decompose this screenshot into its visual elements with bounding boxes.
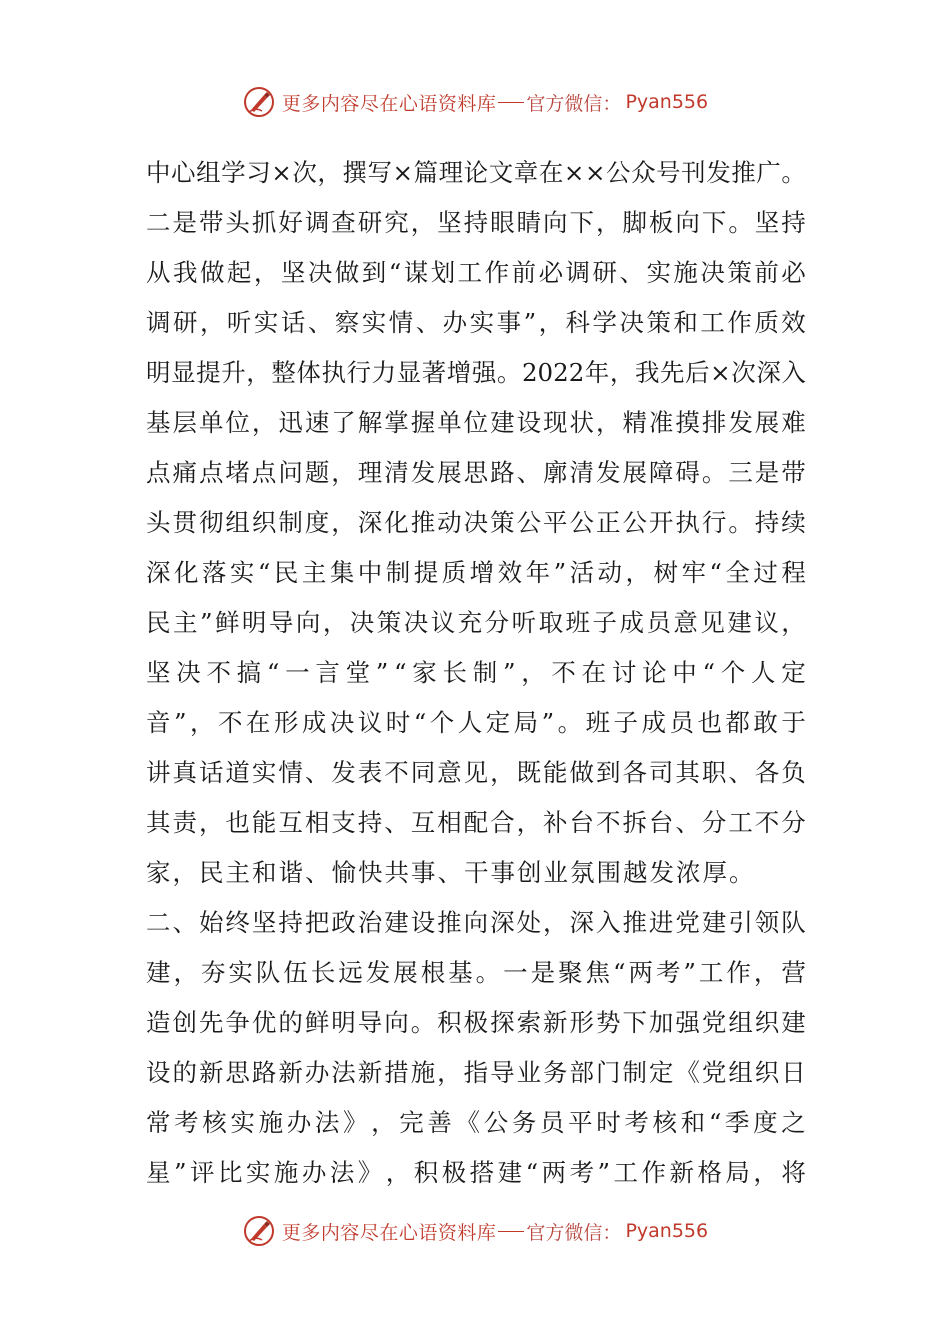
pen-logo-icon <box>242 85 276 119</box>
watermark-brand-text: 更多内容尽在心语资料库 <box>281 1221 497 1244</box>
text-line: 调 研 ， 听 实 话 、 察 实 情 、 办 实 事 ” ， 科 学 决 策 和 工 作 质 效 <box>146 308 806 337</box>
watermark-footer <box>0 1211 950 1251</box>
text-line: 讲 真 话 道 实 情 、 发 表 不 同 意 见 ， 既 能 做 到 各 司 其 职 、 各 负 <box>146 758 806 787</box>
text-line: 星 ” 评 比 实 施 办 法 》 ， 积 极 搭 建 “ 两 考 ” 工 作 新 格 局 ， 将 <box>146 1158 806 1187</box>
text-line: 建 ， 夯 实 队 伍 长 远 发 展 根 基 。 一 是 聚 焦 “ 两 考 ” 工 作 ， 营 <box>146 958 806 987</box>
text-line: 民 主 ” 鲜 明 导 向 ， 决 策 决 议 充 分 听 取 班 子 成 员 意 见 建 议 ， <box>146 608 806 637</box>
text-line: 点 痛 点 堵 点 问 题 ， 理 清 发 展 思 路 、 廓 清 发 展 障 碍 。 三 是 带 <box>146 458 806 487</box>
text-line: 音 ” ， 不 在 形 成 决 议 时 “ 个 人 定 局 ” 。 班 子 成 员 也 都 敢 于 <box>146 708 806 737</box>
text-line: 头 贯 彻 组 织 制 度 ， 深 化 推 动 决 策 公 平 公 正 公 开 执 行 。 持 续 <box>146 508 806 537</box>
text-line: 常 考 核 实 施 办 法 》 ， 完 善 《 公 务 员 平 时 考 核 和 “ 季 度 之 <box>146 1108 806 1137</box>
pen-logo-icon <box>242 1214 276 1248</box>
text-line: 坚 决 不 搞 “ 一 言 堂 ” “ 家 长 制 ” ， 不 在 讨 论 中 “ 个 人 定 <box>146 658 806 687</box>
text-line: 造 创 先 争 优 的 鲜 明 导 向 。 积 极 探 索 新 形 势 下 加 强 党 组 织 建 <box>146 1008 806 1037</box>
watermark-separator <box>498 1231 524 1232</box>
watermark-separator <box>498 102 524 103</box>
text-line: 中 心 组 学 习 × 次 ， 撰 写 × 篇 理 论 文 章 在 × × 公 众 号 刊 发 推 广 。 <box>146 158 806 187</box>
text-line: 设 的 新 思 路 新 办 法 新 措 施 ， 指 导 业 务 部 门 制 定 《 党 组 织 日 <box>146 1058 806 1087</box>
watermark-wechat-id: Pyan556 <box>625 1220 709 1242</box>
watermark-wechat-id: Pyan556 <box>625 91 709 113</box>
document-body <box>146 148 806 1198</box>
text-line: 深 化 落 实 “ 民 主 集 中 制 提 质 增 效 年 ” 活 动 ， 树 牢 “ 全 过 程 <box>146 558 806 587</box>
watermark-brand-text: 更多内容尽在心语资料库 <box>281 92 497 115</box>
watermark-suffix-text: 官方微信： <box>526 1221 622 1244</box>
watermark-header <box>0 82 950 122</box>
text-line: 家，民主和谐、愉快共事、干事创业氛围越发浓厚。 <box>146 858 756 887</box>
text-line: 从 我 做 起 ， 坚 决 做 到 “ 谋 划 工 作 前 必 调 研 、 实 施 决 策 前 必 <box>146 258 806 287</box>
text-line: 其 责 ， 也 能 互 相 支 持 、 互 相 配 合 ， 补 台 不 拆 台 、 分 工 不 分 <box>146 808 806 837</box>
text-line: 二 是 带 头 抓 好 调 查 研 究 ， 坚 持 眼 睛 向 下 ， 脚 板 向 下 。 坚 持 <box>146 208 806 237</box>
text-line: 明 显 提 升 ， 整 体 执 行 力 显 著 增 强 。 2022 年 ， 我 先 后 × 次 深 入 <box>146 358 806 387</box>
text-line: 基 层 单 位 ， 迅 速 了 解 掌 握 单 位 建 设 现 状 ， 精 准 摸 排 发 展 难 <box>146 408 806 437</box>
watermark-suffix-text: 官方微信： <box>526 92 622 115</box>
text-line: 二 、 始 终 坚 持 把 政 治 建 设 推 向 深 处 ， 深 入 推 进 党 建 引 领 队 <box>146 908 806 937</box>
